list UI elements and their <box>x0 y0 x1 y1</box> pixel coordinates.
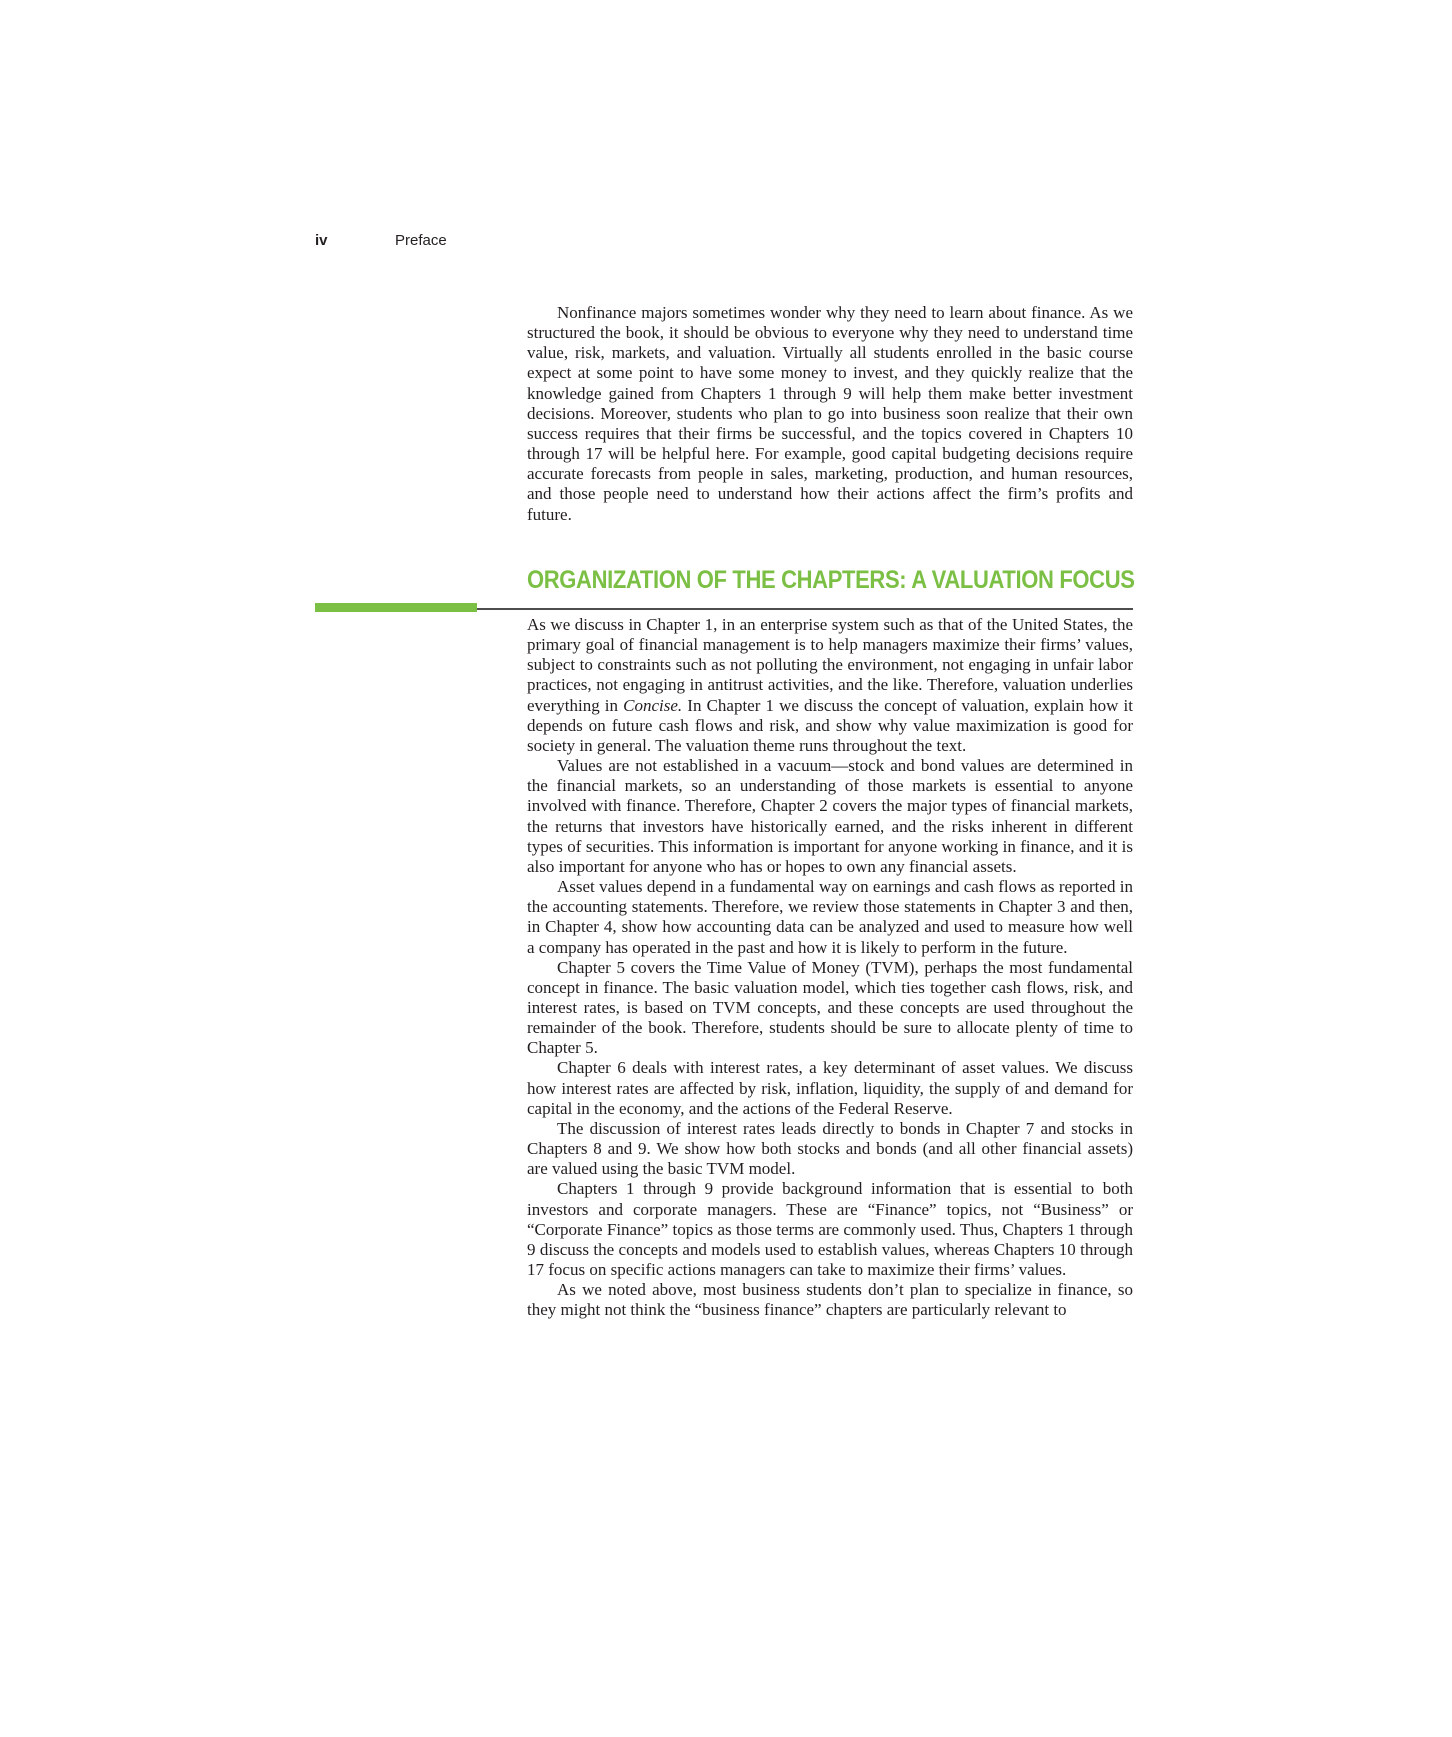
body-paragraph: Chapter 6 deals with interest rates, a key determinant of asset values. We discuss how interest rates are affected by risk, inflation, liquidity, the supply of and demand for capital in the economy, and the actions of the Federal Reserve. <box>527 1058 1133 1118</box>
body-paragraph: As we noted above, most business students don’t plan to specialize in finance, so they might not think the “business finance” chapters are particularly relevant to <box>527 1280 1133 1320</box>
body-text-run: In Chapter 1 we discuss the concept of valuation, explain how it depends on future cash flows and risk, and show why value maximization is good for society in general. The valuation theme runs throughout the text. <box>527 695 1133 755</box>
section-heading <box>315 566 1133 616</box>
section-body <box>527 615 1133 1320</box>
intro-text <box>527 303 1133 525</box>
heading-accent-bar <box>315 603 477 612</box>
body-paragraph <box>527 615 1133 756</box>
book-title-italic: Concise. <box>623 695 683 715</box>
section-title: ORGANIZATION OF THE CHAPTERS: A VALUATION FOCUS <box>527 566 1135 594</box>
body-paragraph: Values are not established in a vacuum—stock and bond values are determined in the financial markets, so an understanding of those markets is essential to anyone involved with finance. Therefore, Chapter 2 covers the major types of financial markets, the returns that investors have historically earned, and the risks inherent in different types of securities. This information is important for anyone working in finance, and it is also important for anyone who has or hopes to own any financial assets. <box>527 756 1133 876</box>
body-text-run: As we discuss in Chapter 1, in an enterprise system such as that of the United States, the primary goal of financial management is to help managers maximize their firms’ values, subject to constraints such as not polluting the environment, not engaging in unfair labor practices, not engaging in antitrust activities, and the like. Therefore, valuation underlies everything in <box>527 615 1133 715</box>
body-paragraph: Chapter 5 covers the Time Value of Money (TVM), perhaps the most fundamental concept in finance. The basic valuation model, which ties together cash flows, risk, and interest rates, is based on TVM concepts, and these concepts are used throughout the remainder of the book. Therefore, students should be sure to allocate plenty of time to Chapter 5. <box>527 957 1133 1058</box>
body-paragraph: Asset values depend in a fundamental way on earnings and cash flows as reported in the accounting statements. Therefore, we review those statements in Chapter 3 and then, in Chapter 4, show how accounting data can be analyzed and used to measure how well a company has operated in the past and how it is likely to perform in the future. <box>527 877 1133 957</box>
page-number: iv <box>315 232 328 249</box>
running-head-section: Preface <box>395 232 447 249</box>
intro-paragraph: Nonfinance majors sometimes wonder why they need to learn about finance. As we structured the book, it should be obvious to everyone why they need to understand time value, risk, markets, and valuation. Virtually all students enrolled in the basic course expect at some point to have some money to invest, and they quickly realize that the knowledge gained from Chapters 1 through 9 will help them make better investment decisions. Moreover, students who plan to go into business soon realize that their own success requires that their firms be successful, and the topics covered in Chapters 10 through 17 will be helpful here. For example, good capital budgeting decisions require accurate forecasts from people in sales, marketing, production, and human resources, and those people need to understand how their actions affect the firm’s profits and future. <box>527 303 1133 524</box>
body-paragraph: The discussion of interest rates leads directly to bonds in Chapter 7 and stocks in Chapters 8 and 9. We show how both stocks and bonds (and all other financial assets) are valued using the basic TVM model. <box>527 1118 1133 1179</box>
body-paragraph: Chapters 1 through 9 provide background information that is essential to both investors and corporate managers. These are “Finance” topics, not “Business” or “Corporate Finance” topics as those terms are commonly used. Thus, Chapters 1 through 9 discuss the concepts and models used to establish values, whereas Chapters 10 through 17 focus on specific actions managers can take to maximize their firms’ values. <box>527 1179 1133 1279</box>
